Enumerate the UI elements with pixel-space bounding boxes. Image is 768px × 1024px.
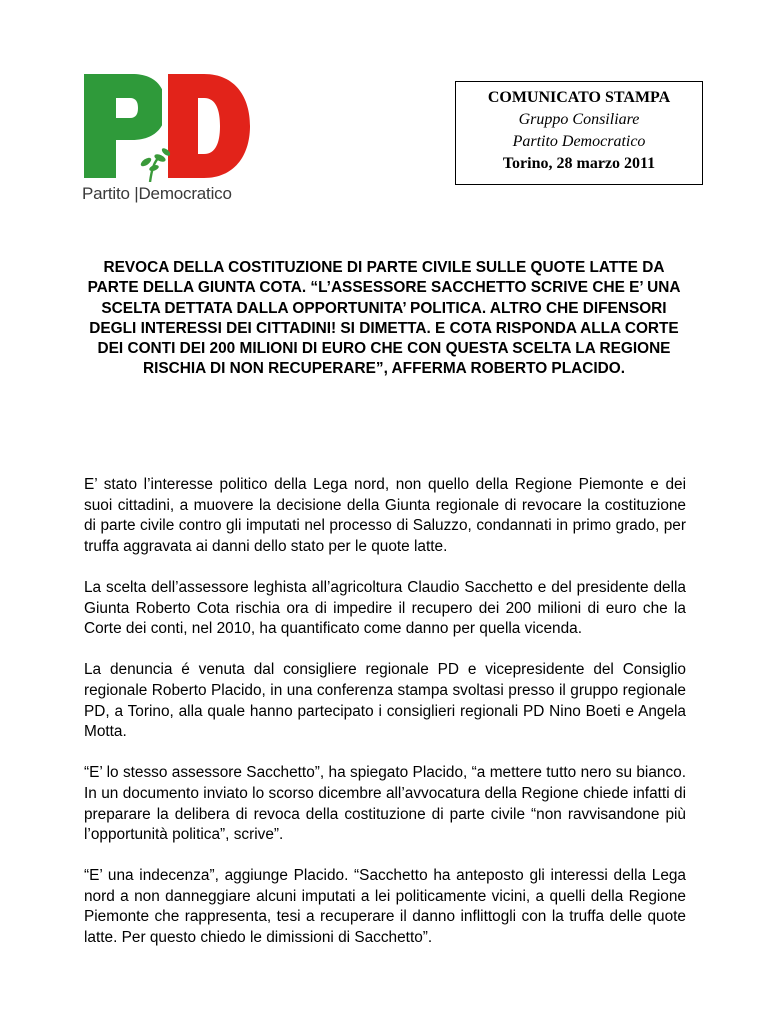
paragraph-2: La scelta dell’assessore leghista all’agricoltura Claudio Sacchetto e del presidente della Giunta Roberto Cota rischia ora di impedire il recupero dei 200 milioni di euro che la Corte dei conti, nel 2010, ha quantificato come danno per quella vicenda. [84, 578, 686, 638]
paragraph-3: La denuncia é venuta dal consigliere regionale PD e vicepresidente del Consiglio regionale Roberto Placido, in una conferenza stampa svoltasi presso il gruppo regionale PD, a Torino, alla quale hanno partecipato i consiglieri regionali PD Nino Boeti e Angela Motta. [84, 661, 686, 741]
logo-text-right: Democratico [138, 184, 232, 203]
group-label: Gruppo Consiliare [518, 111, 640, 128]
paragraph-1: E’ stato l’interesse politico della Lega nord, non quello della Regione Piemonte e dei suoi cittadini, a muovere la decisione della Giunta regionale di revocare la costituzione di parte civile contro gli imputati nel processo di Saluzzo, condannati in primo grado, per truffa aggravata ai danni dello stato per le quote latte. [84, 476, 686, 555]
pd-logo-mark [80, 70, 255, 182]
logo-wordmark: Partito |Democratico [82, 184, 232, 203]
pd-logo [80, 70, 255, 208]
logo-letter-p [84, 74, 166, 178]
press-release-title: COMUNICATO STAMPA [487, 89, 671, 106]
headline: REVOCA DELLA COSTITUZIONE DI PARTE CIVILE SULLE QUOTE LATTE DA PARTE DELLA GIUNTA COTA. “L’ASSESSORE SACCHETTO SCRIVE CHE E’ UNA SCELTA DETTATA DALLA OPPORTUNITA’ POLITICA. ALTRO CHE DIFENSORI DEGLI INTERESSI DEI CITTADINI! SI DIMETTA. E COTA RISPONDA ALLA CORTE DEI CONTI DEI 200 MILIONI DI EURO CHE CON QUESTA SCELTA LA REGIONE RISCHIA DI NON RECUPERARE”, AFFERMA ROBERTO PLACIDO. [87, 259, 681, 378]
logo-text-left: Partito [82, 184, 130, 203]
logo-letter-d [166, 74, 250, 178]
party-label: Partito Democratico [512, 133, 646, 150]
date-line: Torino, 28 marzo 2011 [502, 155, 656, 172]
press-release-box [455, 81, 703, 185]
paragraph-5: “E’ una indecenza”, aggiunge Placido. “Sacchetto ha anteposto gli interessi della Lega nord a non danneggiare alcuni imputati a lei politicamente vicini, a quelli della Regione Piemonte che rappresenta, tesi a recuperare il danno inflittogli con la truffa delle quote latte. Per questo chiedo le dimissioni di Sacchetto”. [84, 867, 686, 947]
paragraph-4: “E’ lo stesso assessore Sacchetto”, ha spiegato Placido, “a mettere tutto nero su bianco. In un documento inviato lo scorso dicembre all’avvocatura della Regione chiede infatti di preparare la delibera di revoca della costituzione di parte civile “non ravvisandone più l’opportunità politica”, scrive”. [84, 764, 686, 844]
article-body [84, 475, 686, 969]
